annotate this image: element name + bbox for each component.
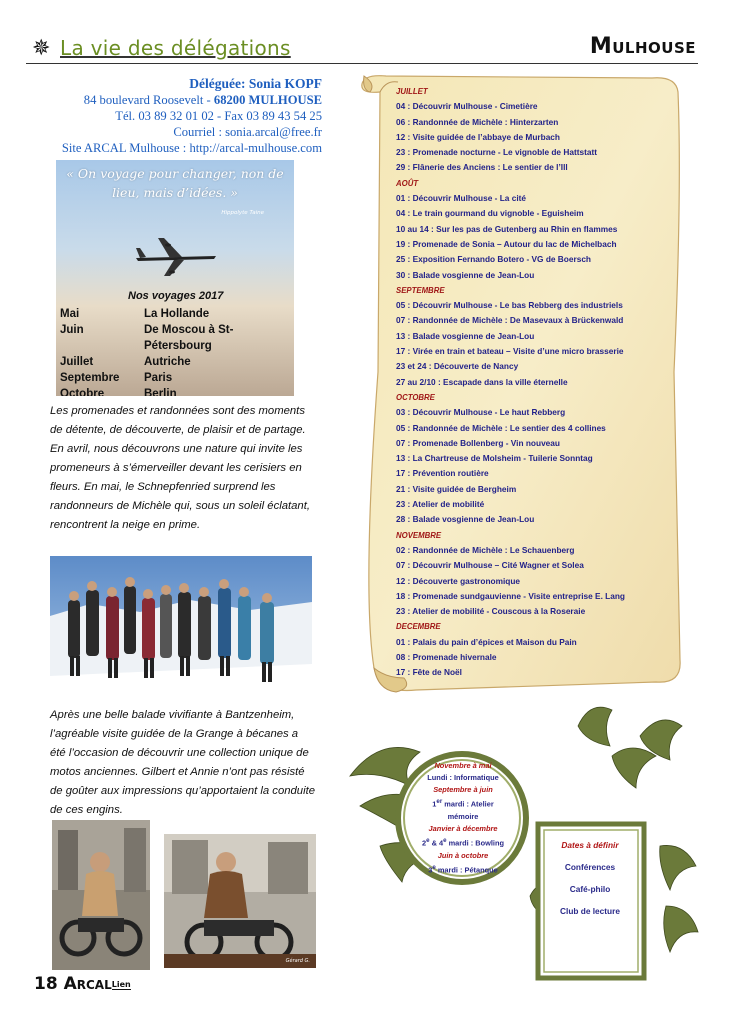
address: 84 boulevard Roosevelt - 68200 MULHOUSE (83, 93, 322, 107)
event-item: 04 : Le train gourmand du vignoble - Eguisheim (396, 208, 584, 219)
voyages-table (58, 306, 294, 396)
website-link[interactable]: Site ARCAL Mulhouse : http://arcal-mulhouse.com (61, 141, 322, 155)
voyages-title: Nos voyages 2017 (128, 290, 224, 302)
intro-text (50, 402, 316, 535)
weekly-activities: Novembre à mai Lundi : Informatique Septembre à juin 1er mardi : Atelier mémoire Janvier à décembre 2e & 4e mardi : Bowling Juin à octobre 3e mardi : Pétanque (421, 761, 505, 875)
month-heading: AOÛT (396, 178, 419, 188)
delegate-name: Déléguée: Sonia KOPF (189, 76, 322, 91)
month-heading: OCTOBRE (396, 392, 435, 402)
event-item: 13 : Balade vosgienne de Jean-Lou (396, 330, 535, 341)
voyage-row: Octobre Berlin (60, 388, 177, 396)
city-title: Mulhouse (589, 34, 696, 59)
tbd-title: Dates à définir (561, 840, 619, 850)
program-scroll (356, 72, 692, 698)
intro-paragraph-1: Les promenades et randonnées sont des moments de détente, de découverte, de plaisir et de partage. (50, 405, 306, 436)
brand-lien: Lien (111, 980, 131, 989)
voyage-row: Juillet Autriche (60, 356, 191, 368)
event-item: 02 : Randonnée de Michèle : Le Schauenberg (396, 544, 575, 555)
poster-quote: « On voyage pour changer, non de lieu, mais d’idées. » (66, 166, 284, 200)
event-item: 05 : Découvrir Mulhouse - Le bas Rebberg des industriels (396, 300, 623, 311)
contact-block (38, 76, 322, 156)
tbd-item: Club de lecture (560, 906, 620, 916)
asterisk-icon: ✵ (32, 36, 51, 61)
month-heading: DECEMBRE (396, 622, 441, 632)
event-item: 12 : Découverte gastronomique (396, 575, 521, 586)
page-footer (34, 974, 131, 994)
event-item: 30 : Balade vosgienne de Jean-Lou (396, 269, 535, 280)
event-item: 03 : Découvrir Mulhouse - Le haut Rebberg (396, 407, 566, 418)
moto-photo-left (52, 820, 150, 970)
email-link[interactable]: Courriel : sonia.arcal@free.fr (173, 125, 322, 139)
event-item: 04 : Découvrir Mulhouse - Cimetière (396, 101, 538, 112)
event-item: 17 : Fête de Noël (396, 667, 462, 678)
tbd-item: Café-philo (569, 884, 611, 894)
event-item: 01 : Palais du pain d’épices et Maison du Pain (396, 636, 577, 647)
tbd-activities (544, 840, 636, 928)
month-heading: JUILLET (396, 87, 428, 96)
voyage-row: Mai La Hollande (60, 308, 210, 320)
tbd-item: Conférences (564, 862, 616, 872)
event-item: 01 : Découvrir Mulhouse - La cité (396, 193, 527, 204)
phone-fax: Tél. 03 89 32 01 02 - Fax 03 89 43 54 25 (115, 109, 322, 123)
page-header (26, 34, 698, 64)
event-item: 12 : Visite guidée de l’abbaye de Murbach (396, 131, 560, 142)
voyage-row: Septembre Paris (60, 372, 173, 384)
month-heading: NOVEMBRE (396, 530, 442, 540)
group-snow-photo (50, 556, 312, 698)
voyage-row: Juin De Moscou à St-Pétersbourg (60, 324, 234, 352)
event-item: 17 : Virée en train et bateau – Visite d’une micro brasserie (396, 346, 624, 357)
event-item: 07 : Découvrir Mulhouse – Cité Wagner et Solea (396, 560, 584, 571)
event-item: 28 : Balade vosgienne de Jean-Lou (396, 514, 535, 525)
event-item: 25 : Exposition Fernando Botero - VG de Boersch (396, 254, 592, 265)
event-item: 27 au 2/10 : Escapade dans la ville éternelle (396, 376, 568, 387)
quote-author: Hippolyte Taine (221, 210, 264, 216)
event-item: 07 : Promenade Bollenberg - Vin nouveau (396, 437, 560, 448)
photo-signature: Gérard G. (285, 958, 310, 964)
event-item: 07 : Randonnée de Michèle : De Masevaux à Brückenwald (396, 315, 624, 326)
brand-logo: Arcal (63, 974, 112, 994)
event-item: 18 : Promenade sundgauvienne - Visite entreprise E. Lang (396, 590, 625, 601)
event-item: 29 : Flânerie des Anciens : Le sentier de l’Ill (396, 162, 568, 173)
moto-text: Après une belle balade vivifiante à Bantzenheim, l’agréable visite guidée de la Grange à bécanes a été l’occasion de découvrir une collection unique de motos anciennes. Gilbert et Annie n’ont pas résisté de goûter aux impressions qu’apportaient la conduite de ces engins. (50, 709, 316, 816)
event-item: 21 : Visite guidée de Bergheim (396, 483, 517, 494)
event-item: 17 : Prévention routière (396, 468, 489, 479)
event-item: 23 et 24 : Découverte de Nancy (396, 361, 519, 372)
event-item: 10 au 14 : Sur les pas de Gutenberg au Rhin en flammes (396, 223, 618, 234)
intro-paragraph-2: En avril, nous découvrons une nature qui invite les promeneurs à s’émerveiller devant les cerisiers en fleurs. En mai, le Schnepfenried surprend les randonneurs de Michèle qui, sous un soleil éclatant, rencontrent la neige en prime. (50, 443, 310, 531)
event-item: 23 : Promenade nocturne - Le vignoble de Hattstatt (396, 147, 598, 158)
event-item: 13 : La Chartreuse de Molsheim - Tuilerie Sonntag (396, 453, 593, 464)
page-number: 18 (34, 974, 58, 994)
program-list (396, 84, 696, 681)
event-item: 19 : Promenade de Sonia – Autour du lac de Michelbach (396, 238, 617, 249)
airplane-icon (134, 234, 218, 278)
event-item: 06 : Randonnée de Michèle : Hinterzarten (396, 116, 559, 127)
month-heading: SEPTEMBRE (396, 285, 445, 295)
event-item: 05 : Randonnée de Michèle : Le sentier des 4 collines (396, 422, 606, 433)
moto-photo-right (164, 834, 316, 968)
event-item: 23 : Atelier de mobilité - Couscous à la Roseraie (396, 606, 586, 617)
travel-poster (56, 160, 294, 396)
section-title: La vie des délégations (60, 36, 291, 60)
event-item: 08 : Promenade hivernale (396, 651, 497, 662)
event-item: 23 : Atelier de mobilité (396, 499, 485, 510)
wreath-decoration (340, 696, 704, 986)
